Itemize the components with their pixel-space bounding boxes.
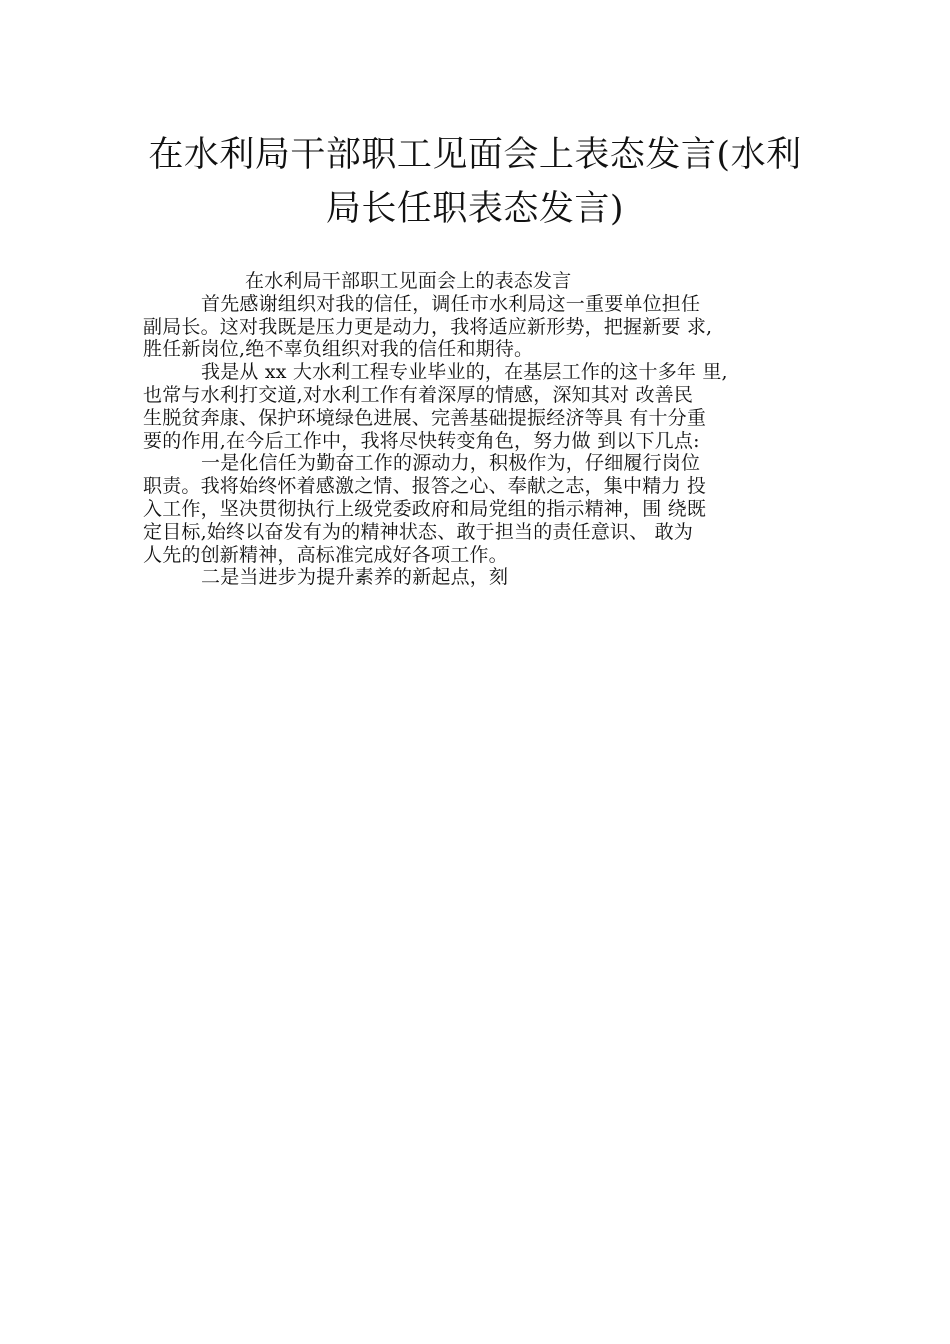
paragraph-line: 定目标,始终以奋发有为的精神状态、敢于担当的责任意识、 敢为 — [143, 520, 694, 543]
paragraph-line: 一是化信任为勤奋工作的源动力，积极作为，仔细履行岗位 — [201, 452, 701, 475]
paragraph — [143, 566, 813, 589]
paragraph-line: 人先的创新精神，高标准完成好各项工作。 — [143, 543, 508, 566]
title-line: 局长任职表态发言) — [325, 189, 625, 229]
paragraph — [143, 452, 813, 566]
paragraph-line: 二是当进步为提升素养的新起点，刻 — [201, 566, 509, 589]
document-title — [140, 128, 810, 236]
paragraph-line: 生脱贫奔康、保护环境绿色进展、完善基础提振经济等具 有十分重 — [143, 406, 707, 429]
paragraph-line: 要的作用,在今后工作中，我将尽快转变角色，努力做 到以下几点: — [143, 429, 700, 452]
paragraph-line: 我是从 xx 大水利工程专业毕业的，在基层工作的这十多年 里, — [201, 361, 728, 384]
paragraph — [143, 361, 813, 452]
paragraph-line: 职责。我将始终怀着感激之情、报答之心、奉献之志，集中精力 投 — [143, 475, 707, 498]
title-line: 在水利局干部职工见面会上表态发言(水利 — [148, 135, 802, 175]
paragraph-line: 也常与水利打交道,对水利工作有着深厚的情感，深知其对 改善民 — [143, 383, 694, 406]
paragraph-line: 首先感谢组织对我的信任，调任市水利局这一重要单位担任 — [201, 292, 701, 315]
paragraph-line: 副局长。这对我既是压力更是动力，我将适应新形势，把握新要 求, — [143, 315, 713, 338]
paragraph — [143, 293, 813, 361]
document-body — [143, 270, 813, 589]
paragraph-line: 胜任新岗位,绝不辜负组织对我的信任和期待。 — [143, 338, 534, 361]
document-subtitle: 在水利局干部职工见面会上的表态发言 — [245, 270, 572, 292]
paragraph-line: 入工作，坚决贯彻执行上级党委政府和局党组的指示精神，围 绕既 — [143, 497, 707, 520]
